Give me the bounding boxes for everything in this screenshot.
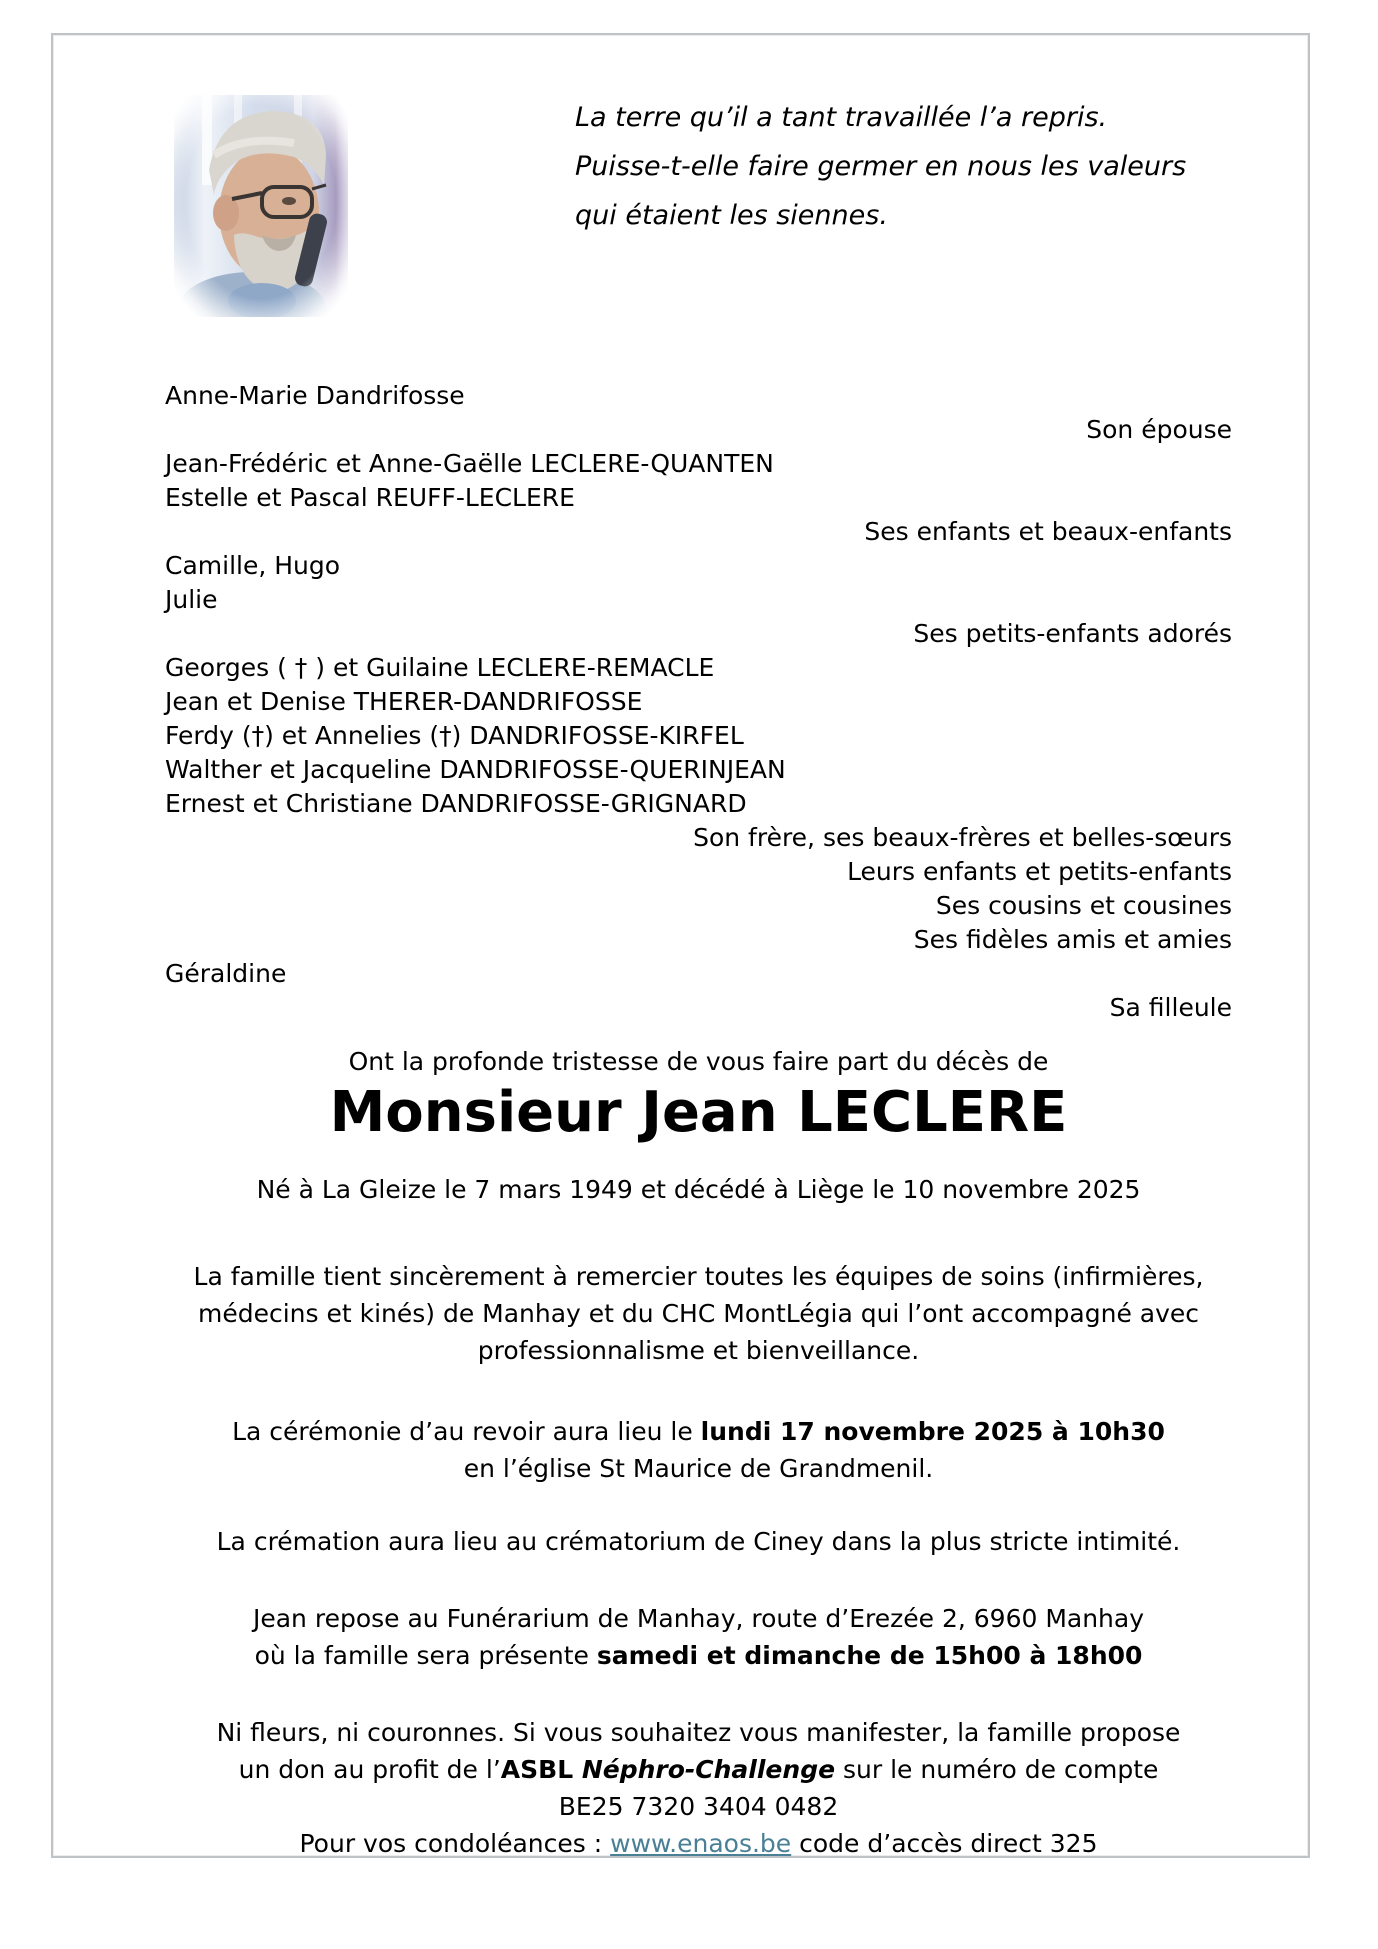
ceremony-datetime: lundi 17 novembre 2025 à 10h30 [700,1417,1165,1446]
account-number: BE25 7320 3404 0482 [558,1792,839,1821]
relation-label: Son frère, ses beaux-frères et belles-sœurs [693,823,1232,852]
relation-label: Ses enfants et beaux-enfants [864,517,1232,546]
repose-paragraph [165,1600,1232,1674]
header-row [165,35,1232,335]
ceremony-paragraph [165,1413,1232,1487]
family-line: Ferdy (†) et Annelies (†) DANDRIFOSSE-KIRFEL [165,721,744,750]
deceased-name-title: Monsieur Jean LECLERE [329,1080,1068,1145]
family-line: Julie [165,585,218,614]
quote-line-1: La terre qu’il a tant travaillée l’a repris. [575,102,1108,133]
donation-line-2 [165,1751,1232,1788]
charity-name: Néphro-Challenge [581,1755,836,1784]
family-line: Géraldine [165,959,287,988]
relation-label: Ses fidèles amis et amies [913,925,1232,954]
repose-text: où la famille sera présente [254,1641,597,1670]
family-line: Jean-Frédéric et Anne-Gaëlle LECLERE-QUANTEN [165,449,774,478]
thanks-line-1: La famille tient sincèrement à remercier toutes les équipes de soins (infirmières, [193,1262,1204,1291]
portrait-photo-illustration [174,95,348,317]
family-list [165,379,1232,1025]
ceremony-text: La cérémonie d’au revoir aura lieu le [232,1417,701,1446]
family-line: Anne-Marie Dandrifosse [165,381,465,410]
donation-text-suffix: sur le numéro de compte [835,1755,1159,1784]
announcement-intro: Ont la profonde tristesse de vous faire part du décès de [348,1047,1049,1076]
family-line: Jean et Denise THERER-DANDRIFOSSE [165,687,643,716]
family-line: Camille, Hugo [165,551,341,580]
relation-label: Son épouse [1086,415,1232,444]
portrait-photo [174,95,348,317]
condolences-link[interactable]: www.enaos.be [610,1829,792,1858]
repose-line-2 [165,1637,1232,1674]
card-page [51,33,1310,1858]
donation-text: un don au profit de l’ [238,1755,501,1784]
quote-line-2: Puisse-t-elle faire germer en nous les valeurs [575,151,1187,182]
ceremony-line-2: en l’église St Maurice de Grandmenil. [463,1454,934,1483]
epitaph-quote [575,93,1186,240]
relation-label: Ses petits-enfants adorés [913,619,1232,648]
card-content [165,35,1232,1862]
cremation-line: La crémation aura lieu au crématorium de Ciney dans la plus stricte intimité. [216,1527,1181,1556]
thanks-line-2: médecins et kinés) de Manhay et du CHC MontLégia qui l’ont accompagné avec [197,1299,1200,1328]
condolences-line [165,1825,1232,1862]
thanks-line-3: professionnalisme et bienveillance. [477,1336,920,1365]
thanks-paragraph [165,1258,1232,1369]
relation-label: Ses cousins et cousines [935,891,1232,920]
donation-paragraph [165,1714,1232,1862]
asbl-label: ASBL [500,1755,582,1784]
ceremony-line-1 [165,1413,1232,1450]
donation-line-1: Ni fleurs, ni couronnes. Si vous souhaitez vous manifester, la famille propose [216,1718,1181,1747]
family-line: Walther et Jacqueline DANDRIFOSSE-QUERINJEAN [165,755,786,784]
relation-label: Leurs enfants et petits-enfants [847,857,1232,886]
birth-death-line: Né à La Gleize le 7 mars 1949 et décédé à Liège le 10 novembre 2025 [256,1175,1141,1204]
family-line: Georges ( † ) et Guilaine LECLERE-REMACLE [165,653,715,682]
repose-line-1: Jean repose au Funérarium de Manhay, route d’Erezée 2, 6960 Manhay [252,1604,1145,1633]
condolences-text: Pour vos condoléances : [299,1829,611,1858]
visiting-hours: samedi et dimanche de 15h00 à 18h00 [596,1641,1143,1670]
access-code-text: code d’accès direct 325 [791,1829,1098,1858]
cremation-paragraph [165,1523,1232,1560]
family-line: Estelle et Pascal REUFF-LECLERE [165,483,575,512]
relation-label: Sa filleule [1109,993,1232,1022]
family-line: Ernest et Christiane DANDRIFOSSE-GRIGNARD [165,789,747,818]
quote-line-3: qui étaient les siennes. [575,200,888,231]
